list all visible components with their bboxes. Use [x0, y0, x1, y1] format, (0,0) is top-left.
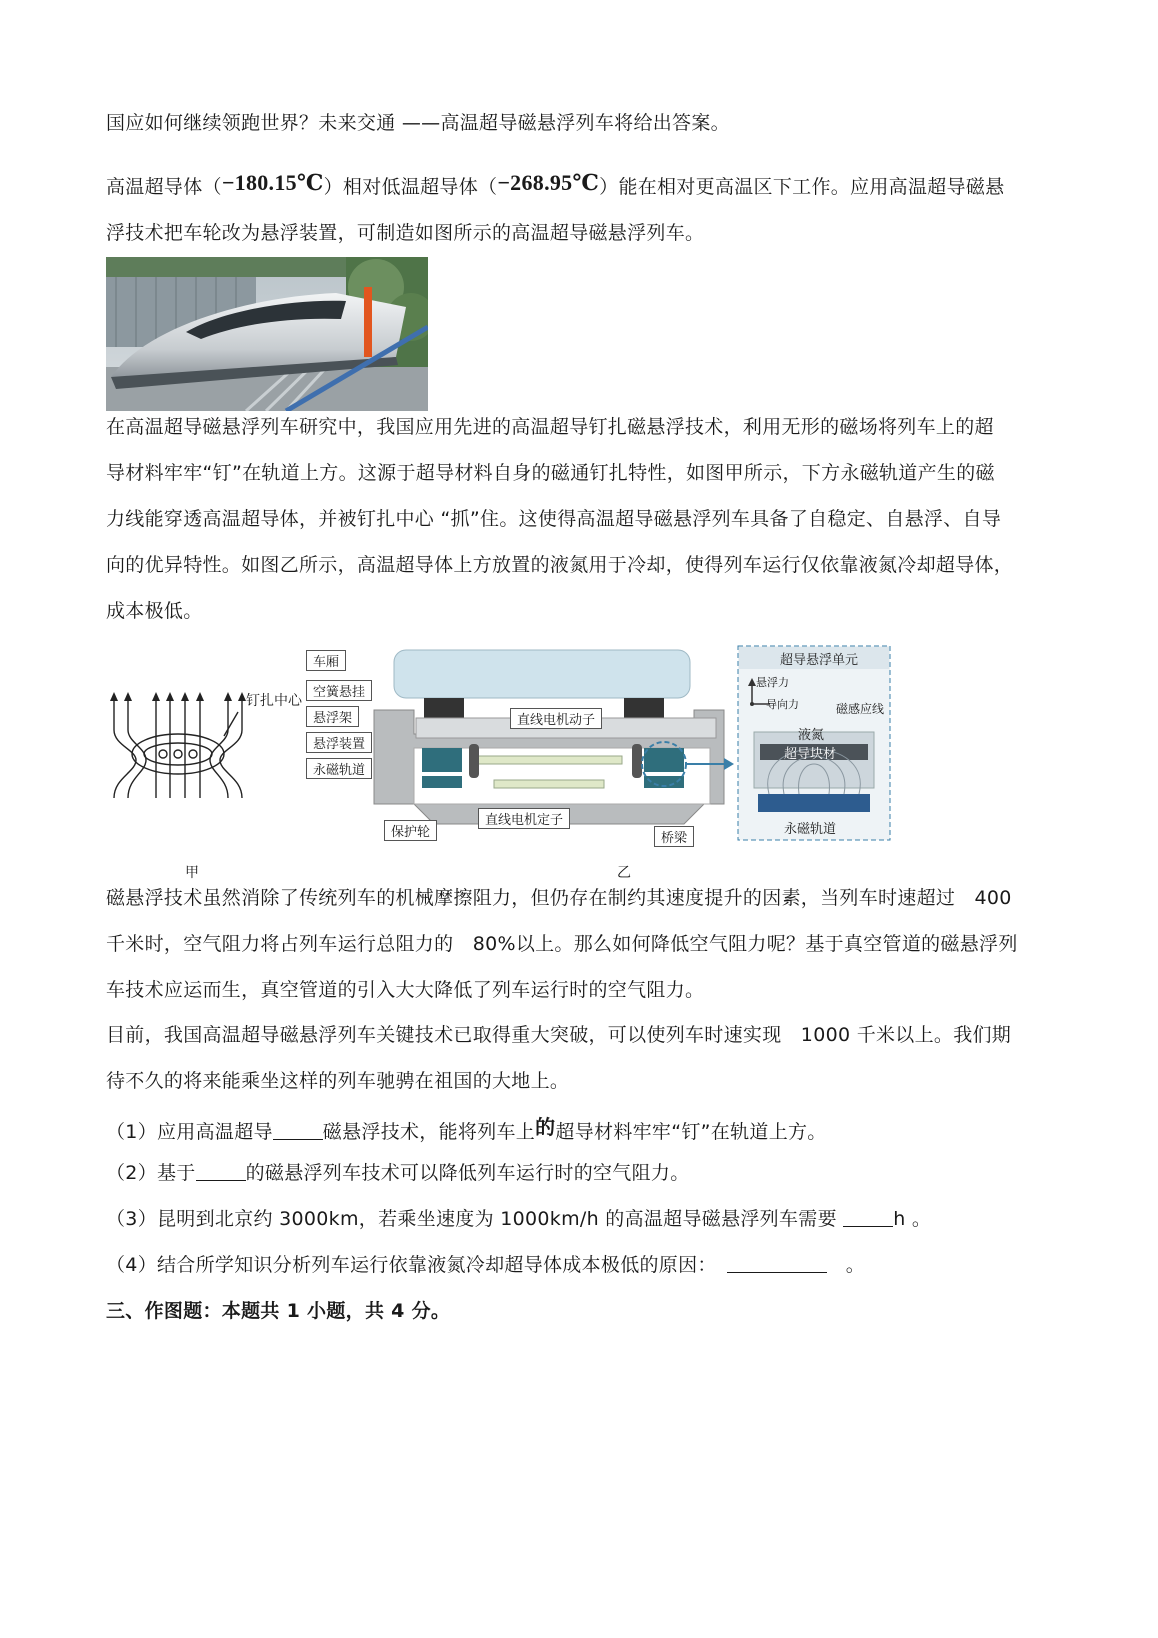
label-wheel: 保护轮 — [384, 820, 437, 841]
figure-jia-caption: 甲 — [185, 865, 199, 881]
section-heading-3: 三、作图题：本题共 1 小题，共 4 分。 — [106, 1300, 451, 1322]
label-device: 悬浮装置 — [306, 732, 372, 753]
paragraph-breakthrough: 目前，我国高温超导磁悬浮列车关键技术已取得重大突破，可以使列车时速实现 1000 千米以上。我们期 待不久的将来能乘坐这样的列车驰骋在祖国的大地上。 — [106, 1024, 1012, 1092]
figure-jia-flux-pinning — [106, 690, 316, 802]
temp-low: −268.95℃ — [497, 170, 600, 195]
unit-block-label: 超导块材 — [784, 747, 837, 762]
label-car: 车厢 — [306, 650, 346, 671]
answer-blank-3[interactable] — [843, 1208, 893, 1227]
maglev-train-photo — [106, 257, 428, 411]
label-bridge: 桥梁 — [654, 826, 694, 847]
label-rotor: 直线电机动子 — [510, 708, 602, 729]
question-3: （3）昆明到北京约 3000km，若乘坐速度为 1000km/h 的高温超导磁悬浮列车需要 h 。 — [106, 1208, 932, 1230]
unit-lift-label: 悬浮力 — [756, 676, 789, 689]
paragraph-intro-end: 国应如何继续领跑世界？未来交通 ——高温超导磁悬浮列车将给出答案。 — [106, 112, 730, 134]
unit-guide-label: 导向力 — [766, 698, 799, 711]
question-4: （4）结合所学知识分析列车运行依靠液氮冷却超导体成本极低的原因： 。 — [106, 1254, 866, 1276]
paragraph-pinning: 在高温超导磁悬浮列车研究中，我国应用先进的高温超导钉扎磁悬浮技术，利用无形的磁场将列车上的超 导材料牢牢“钉”在轨道上方。这源于超导材料自身的磁通钉扎特性，如图甲所示，下方永磁轨道产生的磁 力线能穿透高温超导体，并被钉扎中心 “抓”住。这使得高温超导磁悬浮列车具备了自稳定、自悬浮、自导 向的优异特性。如图乙所示，高温超导体上方放置的液氮用于冷却，使得列车运行仅依靠液氮冷却超导体， 成本极低。 — [106, 416, 1014, 622]
question-2: （2）基于 的磁悬浮列车技术可以降低列车运行时的空气阻力。 — [106, 1162, 690, 1184]
unit-ln2-label: 液氮 — [798, 728, 825, 743]
pin-center-label: 钉扎中心 — [246, 693, 302, 709]
label-frame: 悬浮架 — [306, 706, 359, 727]
paragraph-temperature: 高温超导体（−180.15℃）相对低温超导体（−268.95℃）能在相对更高温区下工作。应用高温超导磁悬 浮技术把车轮改为悬浮装置，可制造如图所示的高温超导磁悬浮列车。 — [106, 170, 1005, 244]
question-1: （1）应用高温超导 磁悬浮技术，能将列车上的超导材料牢牢“钉”在轨道上方。 — [106, 1115, 827, 1143]
answer-blank-4[interactable] — [727, 1254, 827, 1273]
unit-track-label: 永磁轨道 — [784, 822, 837, 837]
answer-blank-1[interactable] — [273, 1121, 323, 1140]
figure-yi-caption: 乙 — [617, 865, 631, 881]
label-track: 永磁轨道 — [306, 758, 372, 779]
figure-yi-maglev-structure — [314, 644, 914, 844]
answer-blank-2[interactable] — [196, 1162, 246, 1181]
label-spring: 空簧悬挂 — [306, 680, 372, 701]
paragraph-air-resistance: 磁悬浮技术虽然消除了传统列车的机械摩擦阻力，但仍存在制约其速度提升的因素，当列车时速超过 400 千米时，空气阻力将占列车运行总阻力的 80%以上。那么如何降低空气阻力呢？基于真空管道的磁悬浮列 车技术应运而生，真空管道的引入大大降低了列车运行时的空气阻力。 — [106, 887, 1018, 1001]
temp-high: −180.15℃ — [221, 170, 324, 195]
unit-title: 超导悬浮单元 — [780, 653, 859, 668]
label-stator: 直线电机定子 — [478, 808, 570, 829]
unit-field-label: 磁感应线 — [836, 702, 885, 716]
